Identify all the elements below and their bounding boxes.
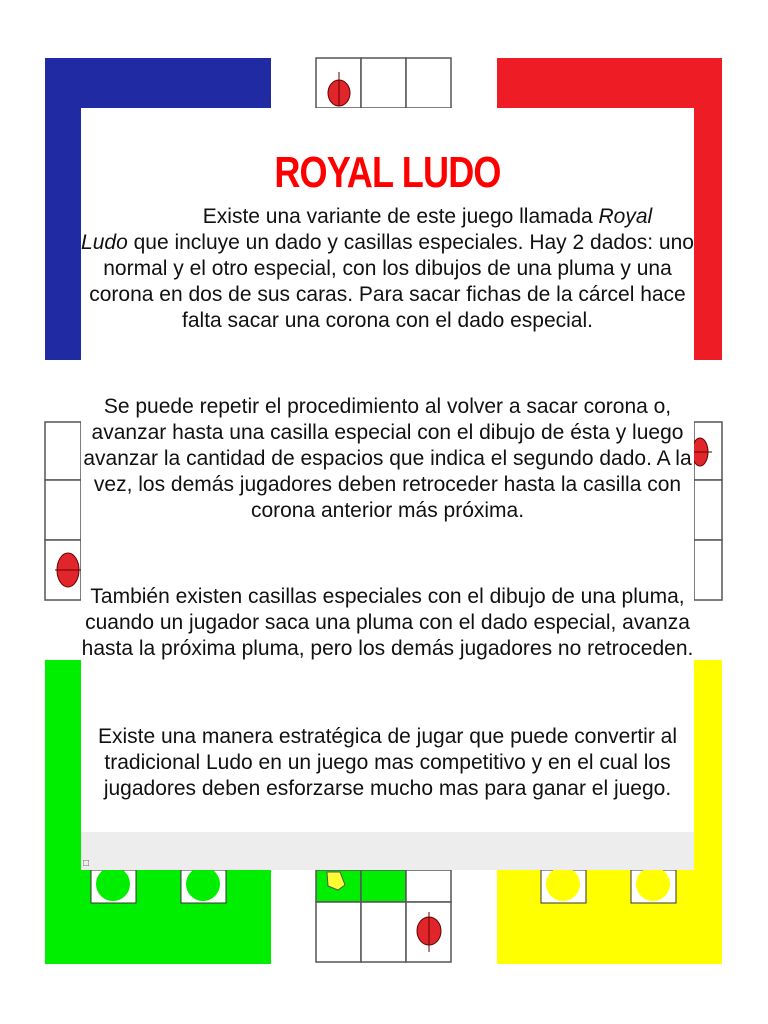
royal-italic: Royal [598,205,653,228]
paragraph-text: que incluye un dado y casillas especiales. Hay 2 dados: uno normal y el otro especial, con los dibujos de una pluma y una corona en dos de sus caras. Para sacar fichas de la cárcel hace falta sacar una corona con el dado especial. [89,231,694,332]
paragraph-feather: También existen casillas especiales con el dibujo de una pluma, cuando un jugador saca una pluma con el dado especial, avanza hasta la próxima pluma, pero los demás jugadores no retroceden. [81,585,694,660]
anchor-icon: □ [83,858,90,869]
paragraph-strategy: Existe una manera estratégica de jugar que puede convertir al tradicional Ludo en un juego mas competitivo y en el cual los jugadores deben esforzarse mucho mas para ganar el juego. [97,725,678,800]
footer-bar [81,832,694,870]
paragraph-text: Existe una variante de este juego llamada [202,205,599,228]
paragraph-variant [81,204,694,334]
page-title: ROYAL LUDO [274,148,501,197]
ludo-italic: Ludo [81,231,128,254]
paragraph-repeat: Se puede repetir el procedimiento al volver a sacar corona o, avanzar hasta una casilla especial con el dibujo de ésta y luego avanzar la cantidad de espacios que indica el segundo dado. A la vez, los demás jugadores deben retroceder hasta la casilla con corona anterior más próxima. [83,395,692,522]
text-panel [81,108,694,870]
